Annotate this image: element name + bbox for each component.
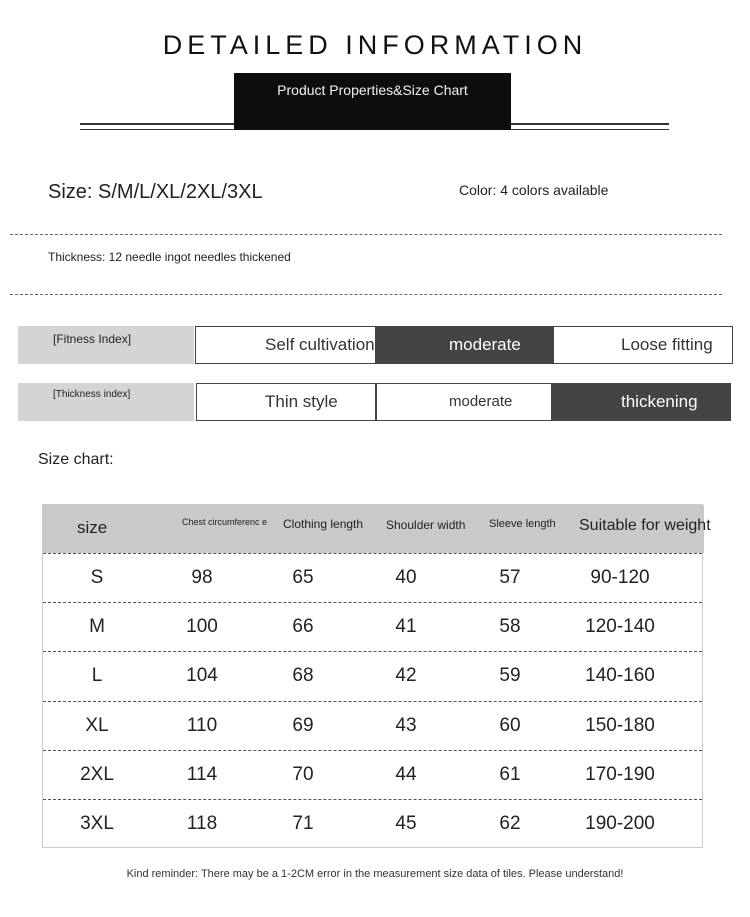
- table-cell: 140-160: [585, 665, 655, 687]
- table-cell: 66: [292, 616, 314, 638]
- color-info: Color: 4 colors available: [459, 182, 609, 198]
- table-cell: 45: [395, 813, 417, 834]
- row-divider: [43, 701, 702, 702]
- header-size: size: [77, 518, 108, 537]
- header-weight: Suitable for weight: [579, 517, 711, 534]
- index-label-text: [Thickness index]: [53, 389, 131, 400]
- table-cell: 110: [186, 714, 218, 736]
- table-cell: 120-140: [585, 616, 655, 638]
- option-label: moderate: [449, 335, 521, 354]
- table-header: [43, 505, 711, 553]
- size-info: Size: S/M/L/XL/2XL/3XL: [48, 181, 263, 203]
- option-label: Thin style: [265, 392, 338, 411]
- table-cell: 59: [499, 665, 521, 687]
- table-cell: 118: [186, 813, 218, 834]
- option-label: Loose fitting: [621, 335, 713, 354]
- divider: [10, 294, 722, 295]
- table-cell: 114: [186, 763, 218, 785]
- row-divider: [43, 651, 702, 652]
- table-cell: 98: [191, 567, 213, 588]
- table-row: [43, 651, 704, 700]
- fitness-option-self-cultivation: [195, 326, 376, 364]
- table-cell: 42: [395, 665, 417, 687]
- row-divider: [43, 750, 702, 751]
- table-cell: 43: [395, 714, 417, 736]
- table-cell: 69: [292, 714, 314, 736]
- table-row: [43, 602, 704, 651]
- table-cell: 57: [499, 567, 521, 588]
- row-divider: [43, 553, 702, 554]
- table-cell: 70: [292, 763, 314, 785]
- table-cell: M: [89, 616, 105, 638]
- banner-title: Product Properties&Size Chart: [277, 82, 468, 98]
- thickness-index-label: [18, 383, 194, 421]
- table-cell: 71: [292, 813, 314, 834]
- table-row: [43, 553, 704, 602]
- fitness-option-loose-fitting: [553, 326, 733, 364]
- option-label: thickening: [621, 392, 698, 411]
- table-cell: XL: [85, 714, 109, 736]
- thickness-option-thin-style: [196, 383, 376, 421]
- table-cell: 170-190: [585, 763, 655, 785]
- fitness-option-moderate: [376, 326, 553, 364]
- table-cell: 90-120: [590, 567, 650, 588]
- table-cell: 44: [395, 763, 417, 785]
- table-cell: 2XL: [80, 763, 114, 785]
- size-chart-label: Size chart:: [38, 451, 114, 468]
- page-title: DETAILED INFORMATION: [162, 30, 588, 60]
- table-cell: 60: [499, 714, 521, 736]
- thickness-option-thickening: [552, 383, 731, 421]
- divider: [10, 234, 722, 235]
- kind-reminder: Kind reminder: There may be a 1-2CM error in the measurement size data of tiles. Please understand!: [126, 868, 624, 880]
- table-cell: 3XL: [80, 813, 114, 834]
- row-divider: [43, 799, 702, 800]
- table-row: [43, 701, 704, 750]
- table-cell: 40: [395, 567, 417, 588]
- table-cell: 68: [292, 665, 314, 687]
- index-label-text: [Fitness Index]: [53, 332, 132, 346]
- table-cell: 104: [186, 665, 218, 687]
- table-cell: 150-180: [585, 714, 655, 736]
- option-label: moderate: [449, 393, 513, 410]
- table-cell: 62: [499, 813, 521, 834]
- table-cell: S: [90, 567, 104, 588]
- row-divider: [43, 602, 702, 603]
- table-cell: 41: [395, 616, 417, 638]
- table-cell: L: [91, 665, 103, 687]
- table-cell: 100: [186, 616, 218, 638]
- option-label: Self cultivation: [265, 335, 375, 354]
- table-row: [43, 750, 704, 799]
- thickness-info: Thickness: 12 needle ingot needles thickened: [48, 250, 291, 264]
- header-chest: Chest circumferenc e: [182, 518, 268, 527]
- header-shoulder-width: Shoulder width: [386, 518, 466, 532]
- table-cell: 58: [499, 616, 521, 638]
- table-cell: 61: [499, 763, 521, 785]
- header-clothing-length: Clothing length: [283, 517, 364, 531]
- table-cell: 190-200: [585, 813, 655, 834]
- header-sleeve-length: Sleeve length: [489, 518, 556, 530]
- fitness-index-label: [18, 326, 194, 364]
- thickness-option-moderate: [376, 383, 552, 421]
- table-cell: 65: [292, 567, 314, 588]
- size-table: [42, 504, 711, 848]
- table-row: [43, 799, 704, 848]
